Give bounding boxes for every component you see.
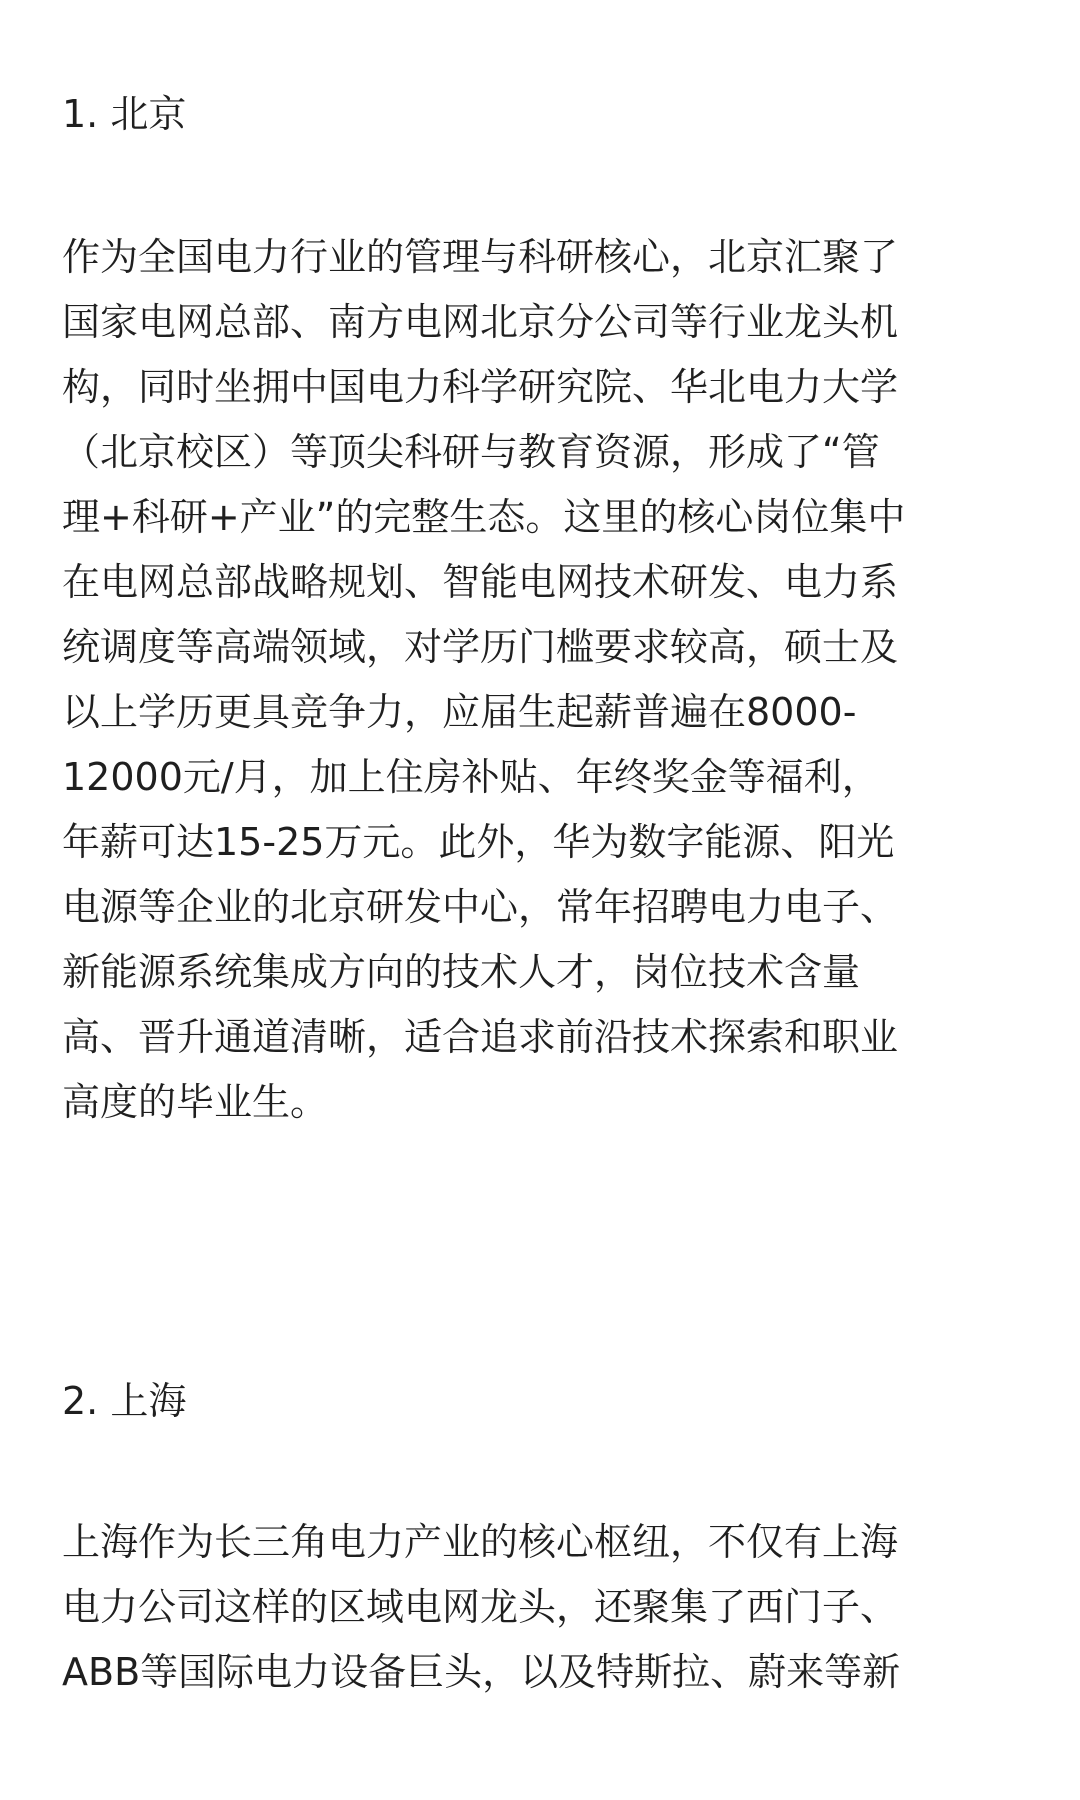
- section-heading-beijing: 1. 北京: [62, 92, 187, 136]
- section-heading-shanghai: 2. 上海: [62, 1379, 187, 1423]
- paragraph-line: 电源等企业的北京研发中心，常年招聘电力电子、: [62, 885, 899, 929]
- paragraph-line: 年薪可达15-25万元。此外，华为数字能源、阳光: [62, 820, 895, 864]
- paragraph-line: 上海作为长三角电力产业的核心枢纽，不仅有上海: [62, 1520, 899, 1564]
- paragraph-line: 新能源系统集成方向的技术人才，岗位技术含量: [62, 950, 861, 994]
- paragraph-line: 以上学历更具竞争力，应届生起薪普遍在8000-: [62, 690, 857, 734]
- paragraph-line: 作为全国电力行业的管理与科研核心，北京汇聚了: [62, 235, 899, 279]
- paragraph-line: 高度的毕业生。: [62, 1080, 329, 1124]
- paragraph-line: 电力公司这样的区域电网龙头，还聚集了西门子、: [62, 1585, 899, 1629]
- paragraph-line: 12000元/月，加上住房补贴、年终奖金等福利，: [62, 755, 880, 799]
- paragraph-line: 国家电网总部、南方电网北京分公司等行业龙头机: [62, 300, 899, 344]
- paragraph-line: 理+科研+产业”的完整生态。这里的核心岗位集中: [62, 495, 906, 539]
- paragraph-line: 统调度等高端领域，对学历门槛要求较高，硕士及: [62, 625, 899, 669]
- section-paragraph-beijing: [62, 225, 905, 1135]
- paragraph-line: 构，同时坐拥中国电力科学研究院、华北电力大学: [62, 365, 899, 409]
- paragraph-line: ABB等国际电力设备巨头，以及特斯拉、蔚来等新: [62, 1650, 901, 1694]
- paragraph-line: （北京校区）等顶尖科研与教育资源，形成了“管: [62, 430, 880, 474]
- paragraph-line: 高、晋升通道清晰，适合追求前沿技术探索和职业: [62, 1015, 899, 1059]
- section-paragraph-shanghai: [62, 1510, 900, 1705]
- paragraph-line: 在电网总部战略规划、智能电网技术研发、电力系: [62, 560, 899, 604]
